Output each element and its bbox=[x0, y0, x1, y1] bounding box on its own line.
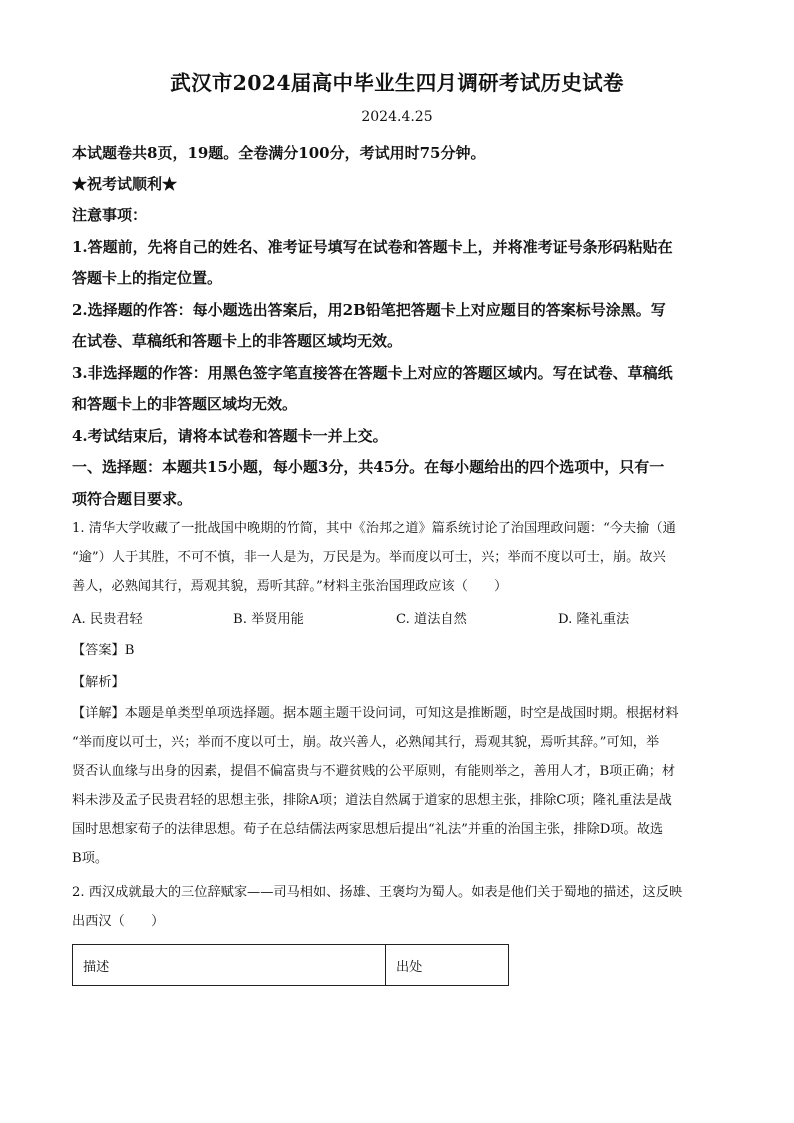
question-stem: 善人，必熟闻其行，焉观其貌，焉听其辞。”材料主张治国理政应该（ ） bbox=[72, 579, 508, 594]
exam-date: 2024.4.25 bbox=[361, 109, 433, 125]
notice-heading: 注意事项： bbox=[72, 206, 148, 224]
option-a: A. 民贵君轻 bbox=[72, 612, 143, 627]
question-stem: 出西汉（ ） bbox=[72, 914, 165, 929]
notice-line: 答题卡上的指定位置。 bbox=[72, 269, 223, 287]
question-stem: 2. 西汉成就最大的三位辞赋家——司马相如、扬雄、王褒均为蜀人。如表是他们关于蜀地的描述，这反映 bbox=[72, 885, 683, 900]
answer-label: 【答案】B bbox=[72, 643, 135, 658]
notice-line: 和答题卡上的非答题区域均无效。 bbox=[72, 395, 298, 413]
notice-line: 1.答题前，先将自己的姓名、准考证号填写在试卷和答题卡上，并将准考证号条形码粘贴在 bbox=[72, 238, 673, 256]
analysis-detail: 料未涉及孟子民贵君轻的思想主张，排除A项；道法自然属于道家的思想主张，排除C项；隆礼重法是战 bbox=[72, 793, 672, 808]
good-luck-wish: ★祝考试顺利★ bbox=[72, 175, 178, 193]
table-header-source: 出处 bbox=[386, 945, 509, 986]
notice-line: 在试卷、草稿纸和答题卡上的非答题区域均无效。 bbox=[72, 332, 403, 350]
option-c: C. 道法自然 bbox=[396, 612, 467, 627]
notice-line: 2.选择题的作答：每小题选出答案后，用2B铅笔把答题卡上对应题目的答案标号涂黑。写 bbox=[72, 301, 666, 319]
analysis-detail: 国时思想家荀子的法律思想。荀子在总结儒法两家思想后提出“礼法”并重的治国主张，排除D项。故选 bbox=[72, 822, 664, 837]
option-b: B. 举贤用能 bbox=[233, 612, 304, 627]
analysis-label: 【解析】 bbox=[72, 675, 125, 690]
question-stem: 1. 清华大学收藏了一批战国中晚期的竹简，其中《治邦之道》篇系统讨论了治国理政问题：“今夫揄（通 bbox=[72, 521, 676, 536]
analysis-detail: 贤否认血缘与出身的因素，提倡不偏富贵与不避贫贱的公平原则，有能则举之，善用人才，B项正确；材 bbox=[72, 764, 676, 779]
exam-summary: 本试题卷共8页，19题。全卷满分100分，考试用时75分钟。 bbox=[72, 144, 486, 162]
analysis-detail: 【详解】本题是单类型单项选择题。据本题主题干设问词，可知这是推断题，时空是战国时期。根据材料 bbox=[72, 706, 679, 721]
q2-table bbox=[72, 944, 509, 986]
analysis-detail: “举而度以可士，兴；举而不度以可士，崩。故兴善人，必熟闻其行，焉观其貌，焉听其辞。”可知，举 bbox=[72, 735, 660, 750]
notice-line: 4.考试结束后，请将本试卷和答题卡一并上交。 bbox=[72, 427, 388, 445]
table-header-description: 描述 bbox=[73, 945, 386, 986]
notice-line: 3.非选择题的作答：用黑色签字笔直接答在答题卡上对应的答题区域内。写在试卷、草稿纸 bbox=[72, 364, 673, 382]
analysis-detail: B项。 bbox=[72, 851, 109, 866]
table-header-row bbox=[73, 945, 509, 986]
question-stem: “逾”）人于其胜，不可不慎，非一人是为，万民是为。举而度以可士，兴；举而不度以可士，崩。故兴 bbox=[72, 550, 666, 565]
section-heading: 一、选择题：本题共15小题，每小题3分，共45分。在每小题给出的四个选项中，只有一 bbox=[72, 458, 665, 476]
option-d: D. 隆礼重法 bbox=[558, 612, 630, 627]
exam-title: 武汉市2024届高中毕业生四月调研考试历史试卷 bbox=[170, 71, 624, 95]
section-heading: 项符合题目要求。 bbox=[72, 490, 193, 508]
